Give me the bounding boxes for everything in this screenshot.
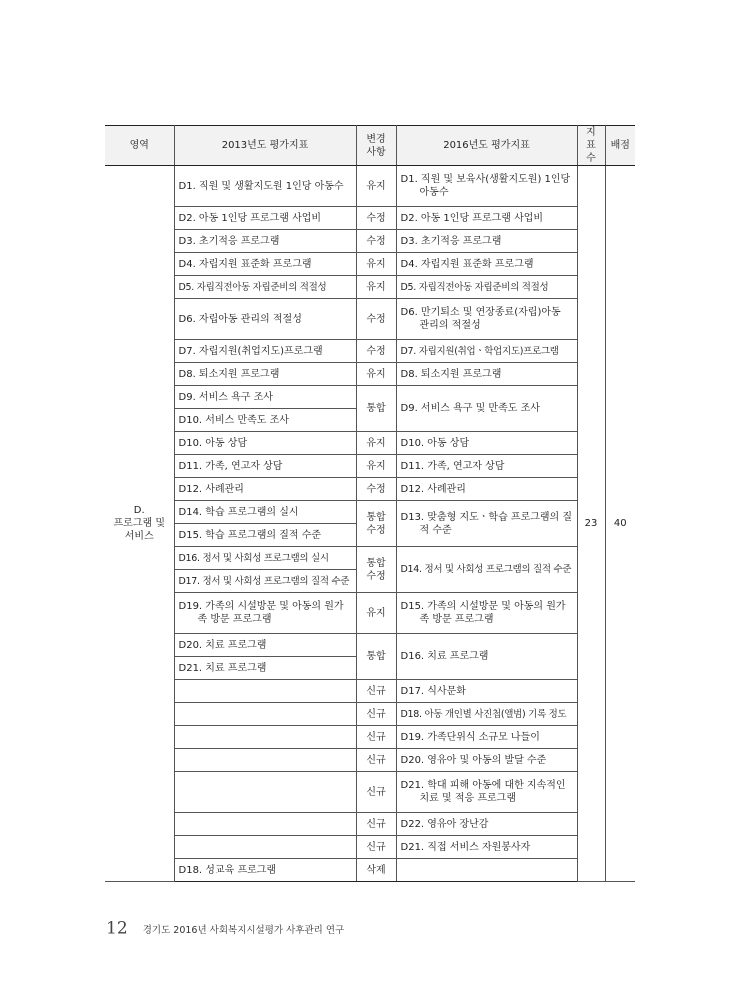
old-indicator-cell: D18. 성교육 프로그램 bbox=[174, 859, 356, 882]
new-indicator-cell: D15. 가족의 시설방문 및 아동의 원가족 방문 프로그램 bbox=[396, 593, 577, 634]
new-indicator-cell: D11. 가족, 연고자 상담 bbox=[396, 455, 577, 478]
table-row bbox=[105, 166, 635, 207]
old-indicator-cell: D17. 정서 및 사회성 프로그램의 질적 수준 bbox=[174, 570, 356, 593]
change-cell: 삭제 bbox=[356, 859, 396, 882]
old-indicator-cell: D15. 학습 프로그램의 질적 수준 bbox=[174, 524, 356, 547]
old-indicator-cell: D8. 퇴소지원 프로그램 bbox=[174, 363, 356, 386]
change-cell: 통합 bbox=[356, 634, 396, 680]
old-indicator-cell: D7. 자립지원(취업지도)프로그램 bbox=[174, 340, 356, 363]
table-row bbox=[105, 593, 635, 634]
old-indicator-cell: D14. 학습 프로그램의 실시 bbox=[174, 501, 356, 524]
old-indicator-cell: D10. 아동 상담 bbox=[174, 432, 356, 455]
old-indicator-cell: D9. 서비스 욕구 조사 bbox=[174, 386, 356, 409]
score-cell: 40 bbox=[605, 166, 635, 882]
change-cell: 수정 bbox=[356, 230, 396, 253]
table-row bbox=[105, 680, 635, 703]
table-row bbox=[105, 432, 635, 455]
table-row bbox=[105, 726, 635, 749]
new-indicator-cell: D13. 맞춤형 지도ㆍ학습 프로그램의 질적 수준 bbox=[396, 501, 577, 547]
table-row bbox=[105, 547, 635, 570]
new-indicator-cell: D16. 치료 프로그램 bbox=[396, 634, 577, 680]
page-footer bbox=[106, 918, 344, 939]
indicator-count-cell: 23 bbox=[577, 166, 605, 882]
old-indicator-cell: D2. 아동 1인당 프로그램 사업비 bbox=[174, 207, 356, 230]
change-cell: 유지 bbox=[356, 432, 396, 455]
new-indicator-cell: D19. 가족단위식 소규모 나들이 bbox=[396, 726, 577, 749]
change-cell: 통합 수정 bbox=[356, 501, 396, 547]
old-indicator-cell: D19. 가족의 시설방문 및 아동의 원가족 방문 프로그램 bbox=[174, 593, 356, 634]
new-indicator-cell: D6. 만기퇴소 및 연장종료(자립)아동 관리의 적절성 bbox=[396, 299, 577, 340]
indicator-comparison-table bbox=[105, 125, 635, 882]
table-row bbox=[105, 230, 635, 253]
change-cell: 신규 bbox=[356, 813, 396, 836]
new-indicator-cell: D7. 자립지원(취업ㆍ학업지도)프로그램 bbox=[396, 340, 577, 363]
new-indicator-cell: D12. 사례관리 bbox=[396, 478, 577, 501]
new-indicator-cell: D14. 정서 및 사회성 프로그램의 질적 수준 bbox=[396, 547, 577, 593]
new-indicator-cell: D4. 자립지원 표준화 프로그램 bbox=[396, 253, 577, 276]
table-row bbox=[105, 859, 635, 882]
page-number: 12 bbox=[106, 918, 128, 939]
change-cell: 신규 bbox=[356, 749, 396, 772]
new-indicator-cell bbox=[396, 859, 577, 882]
header-change: 변경 사항 bbox=[356, 126, 396, 166]
table-row bbox=[105, 363, 635, 386]
new-indicator-cell: D20. 영유아 및 아동의 발달 수준 bbox=[396, 749, 577, 772]
old-indicator-cell bbox=[174, 749, 356, 772]
old-indicator-cell bbox=[174, 836, 356, 859]
change-cell: 유지 bbox=[356, 593, 396, 634]
table-row bbox=[105, 276, 635, 299]
old-indicator-cell: D12. 사례관리 bbox=[174, 478, 356, 501]
old-indicator-cell: D11. 가족, 연고자 상담 bbox=[174, 455, 356, 478]
new-indicator-cell: D10. 아동 상담 bbox=[396, 432, 577, 455]
new-indicator-cell: D9. 서비스 욕구 및 만족도 조사 bbox=[396, 386, 577, 432]
change-cell: 신규 bbox=[356, 726, 396, 749]
old-indicator-cell: D3. 초기적응 프로그램 bbox=[174, 230, 356, 253]
new-indicator-cell: D18. 아동 개인별 사진첩(앨범) 기록 정도 bbox=[396, 703, 577, 726]
change-cell: 통합 bbox=[356, 386, 396, 432]
area-cell: D. 프로그램 및 서비스 bbox=[105, 166, 174, 882]
old-indicator-cell: D5. 자립직전아동 자립준비의 적절성 bbox=[174, 276, 356, 299]
header-indicator-count: 지표 수 bbox=[577, 126, 605, 166]
new-indicator-cell: D21. 학대 피해 아동에 대한 지속적인 치료 및 적응 프로그램 bbox=[396, 772, 577, 813]
change-cell: 수정 bbox=[356, 299, 396, 340]
old-indicator-cell bbox=[174, 813, 356, 836]
table-row bbox=[105, 749, 635, 772]
table-row bbox=[105, 207, 635, 230]
change-cell: 신규 bbox=[356, 836, 396, 859]
new-indicator-cell: D2. 아동 1인당 프로그램 사업비 bbox=[396, 207, 577, 230]
table-row bbox=[105, 501, 635, 524]
change-cell: 수정 bbox=[356, 340, 396, 363]
change-cell: 신규 bbox=[356, 703, 396, 726]
header-2013-indicators: 2013년도 평가지표 bbox=[174, 126, 356, 166]
change-cell: 유지 bbox=[356, 166, 396, 207]
old-indicator-cell: D20. 치료 프로그램 bbox=[174, 634, 356, 657]
table-row bbox=[105, 478, 635, 501]
new-indicator-cell: D1. 직원 및 보육사(생활지도원) 1인당 아동수 bbox=[396, 166, 577, 207]
change-cell: 신규 bbox=[356, 772, 396, 813]
change-cell: 유지 bbox=[356, 363, 396, 386]
table-row bbox=[105, 340, 635, 363]
table-row bbox=[105, 772, 635, 813]
change-cell: 수정 bbox=[356, 207, 396, 230]
table-row bbox=[105, 836, 635, 859]
new-indicator-cell: D22. 영유아 장난감 bbox=[396, 813, 577, 836]
change-cell: 통합 수정 bbox=[356, 547, 396, 593]
change-cell: 신규 bbox=[356, 680, 396, 703]
table-row bbox=[105, 634, 635, 657]
change-cell: 유지 bbox=[356, 253, 396, 276]
old-indicator-cell bbox=[174, 680, 356, 703]
old-indicator-cell: D1. 직원 및 생활지도원 1인당 아동수 bbox=[174, 166, 356, 207]
header-score: 배점 bbox=[605, 126, 635, 166]
old-indicator-cell: D4. 자립지원 표준화 프로그램 bbox=[174, 253, 356, 276]
table-row bbox=[105, 386, 635, 409]
new-indicator-cell: D8. 퇴소지원 프로그램 bbox=[396, 363, 577, 386]
old-indicator-cell bbox=[174, 772, 356, 813]
header-row bbox=[105, 126, 635, 166]
change-cell: 수정 bbox=[356, 478, 396, 501]
table-row bbox=[105, 299, 635, 340]
old-indicator-cell: D16. 정서 및 사회성 프로그램의 실시 bbox=[174, 547, 356, 570]
old-indicator-cell: D6. 자립아동 관리의 적절성 bbox=[174, 299, 356, 340]
header-area: 영역 bbox=[105, 126, 174, 166]
old-indicator-cell bbox=[174, 726, 356, 749]
new-indicator-cell: D3. 초기적응 프로그램 bbox=[396, 230, 577, 253]
header-2016-indicators: 2016년도 평가지표 bbox=[396, 126, 577, 166]
table-row bbox=[105, 703, 635, 726]
old-indicator-cell bbox=[174, 703, 356, 726]
new-indicator-cell: D5. 자립직전아동 자립준비의 적절성 bbox=[396, 276, 577, 299]
table-row bbox=[105, 455, 635, 478]
old-indicator-cell: D21. 치료 프로그램 bbox=[174, 657, 356, 680]
table-row bbox=[105, 253, 635, 276]
footer-title: 경기도 2016년 사회복지시설평가 사후관리 연구 bbox=[142, 924, 345, 936]
new-indicator-cell: D17. 식사문화 bbox=[396, 680, 577, 703]
change-cell: 유지 bbox=[356, 276, 396, 299]
table-row bbox=[105, 813, 635, 836]
change-cell: 유지 bbox=[356, 455, 396, 478]
old-indicator-cell: D10. 서비스 만족도 조사 bbox=[174, 409, 356, 432]
new-indicator-cell: D21. 직접 서비스 자원봉사자 bbox=[396, 836, 577, 859]
